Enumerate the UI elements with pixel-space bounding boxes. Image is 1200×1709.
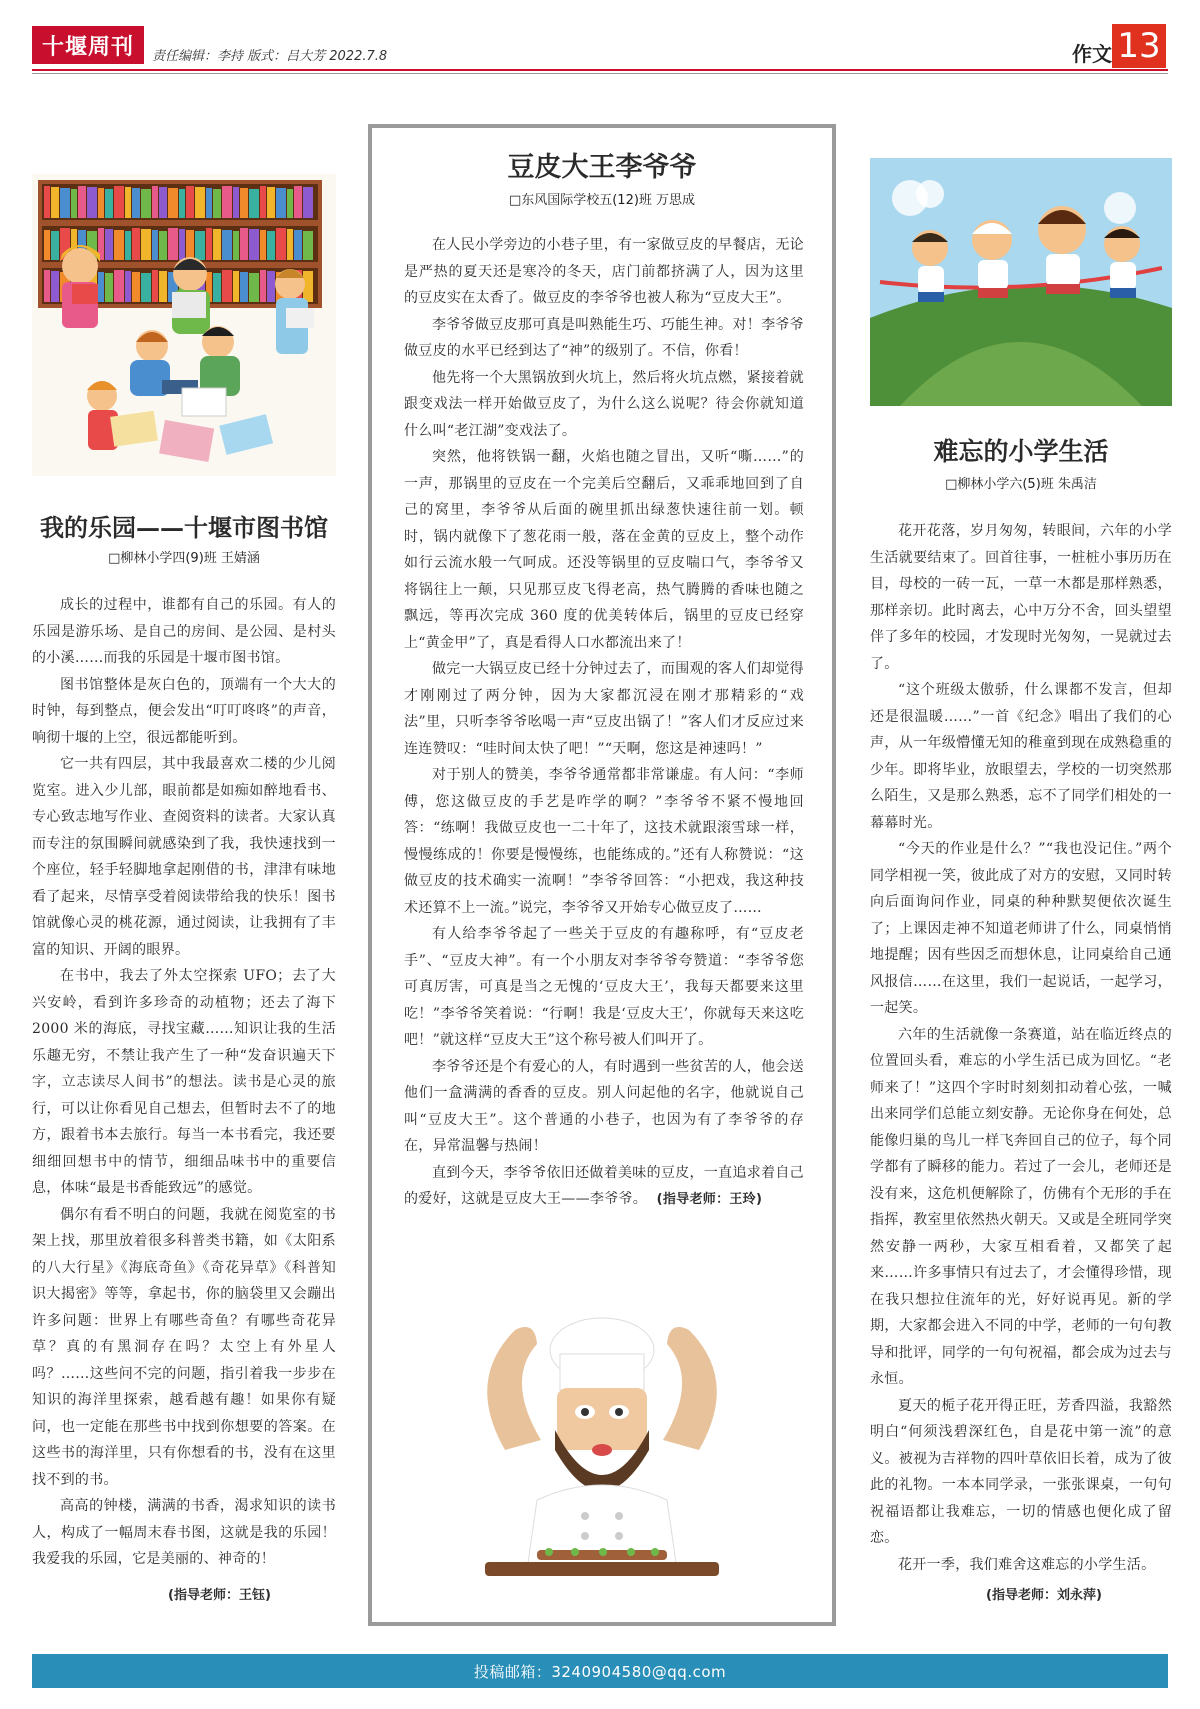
paragraph: 花开一季，我们难舍这难忘的小学生活。 bbox=[898, 1556, 1156, 1573]
book-spine bbox=[186, 230, 194, 260]
paragraph: 突然，他将铁锅一翻，火焰也随之冒出，又听“嘶……”的一声，那锅里的豆皮在一个完美后空翻后，又乖乖地回到了自己的窝里，李爷爷从后面的碗里抓出绿葱快速往前一划。顿时，锅内就像下了葱花雨一般，落在金黄的豆皮上，整个动作如行云流水般一气呵成。还没等锅里的豆皮喘口气，李爷爷又将锅往上一颠，只见那豆皮飞得老高，热气腾腾的香味也随之飘远，等再次完成 360 度的优美转体后，锅里的豆皮已经穿上“黄金甲”了，真是看得人口水都流出来了！ bbox=[404, 449, 804, 651]
article-byline: □东风国际学校五(12)班 万思成 bbox=[508, 193, 696, 208]
book-spine bbox=[125, 187, 131, 218]
book-spine bbox=[287, 189, 293, 218]
section-title: 作文 bbox=[1072, 42, 1112, 66]
article-title: 豆皮大王李爷爷 bbox=[507, 152, 697, 183]
book-spine bbox=[44, 186, 50, 218]
library-illustration bbox=[32, 174, 336, 476]
book-spine bbox=[186, 186, 194, 218]
book-spine bbox=[168, 188, 178, 218]
book-spine bbox=[152, 230, 158, 260]
book-spine bbox=[240, 228, 248, 260]
paragraph: 它一共有四层，其中我最喜欢二楼的少儿阅览室。进入少儿部，眼前都是如痴如醉地看书、专心致志地写作业、查阅资料的读者。大家认真而专注的氛围瞬间就感染到了我，我快速找到一个座位，轻手轻脚地拿起刚借的书，津津有味地看了起来，尽情享受着阅读带给我的快乐！图书馆就像心灵的桃花源，通过阅读，让我拥有了丰富的知识、开阔的眼界。 bbox=[32, 756, 336, 958]
book-spine bbox=[233, 231, 239, 260]
chef-illustration bbox=[445, 1300, 759, 1604]
book-spine bbox=[159, 231, 167, 260]
article-byline: □柳林小学四(9)班 王婧涵 bbox=[108, 551, 260, 566]
book-spine bbox=[44, 270, 50, 302]
page-number-badge: 13 bbox=[1112, 24, 1166, 68]
book-spine bbox=[222, 270, 232, 302]
paragraph: 李爷爷还是个有爱心的人，有时遇到一些贫苦的人，他会送他们一盒满满的香香的豆皮。别人问起他的名字，他就说自己叫“豆皮大王”。这个普通的小巷子，也因为有了李爷爷的存在，异常温馨与热闹！ bbox=[404, 1058, 804, 1154]
book-spine bbox=[260, 270, 266, 302]
paragraph: 六年的生活就像一条赛道，站在临近终点的位置回头看，难忘的小学生活已成为回忆。“老师来了！”这四个字时时刻刻扣动着心弦，一喊出来同学们总能立刻安静。无论你身在何处，总能像归巢的鸟儿一样飞奔回自己的位子，每个同学都有了瞬移的能力。若过了一会儿，老师还是没有来，这危机便解除了，仿佛有个无形的手在指挥，教室里依然热火朝天。又或是全班同学突然安静一两秒，大家互相看着，又都笑了起来……许多事情只有过去了，才会懂得珍惜，现在我只想拉住流年的光，好好说再见。新的学期，大家都会进入不同的中学，老师的一句句教导和批评，同学的一句句祝福，都会成为过去与永恒。 bbox=[870, 1026, 1172, 1387]
article-byline: □柳林小学六(5)班 朱禹洁 bbox=[945, 477, 1097, 492]
paragraph: 在人民小学旁边的小巷子里，有一家做豆皮的早餐店，无论是严热的夏天还是寒冷的冬天，店门前都挤满了人，因为这里的豆皮实在太香了。做豆皮的李爷爷也被人称为“豆皮大王”。 bbox=[404, 237, 804, 306]
advisor-credit: (指导老师：王玲) bbox=[656, 1192, 763, 1207]
book-spine bbox=[206, 228, 212, 260]
book-spine bbox=[98, 188, 104, 218]
book-spine bbox=[159, 271, 167, 302]
library-scene-icon bbox=[32, 174, 336, 476]
book-spine bbox=[233, 271, 239, 302]
book-spine bbox=[249, 229, 259, 260]
book-spine bbox=[213, 273, 221, 302]
book-spine bbox=[132, 188, 140, 218]
paragraph: 花开花落，岁月匆匆，转眼间，六年的小学生活就要结束了。回首往事，一桩桩小事历历在目，母校的一砖一瓦，一草一木都是那样熟悉，那样亲切。此时离去，心中万分不舍，回头望望伴了多年的校园，才发现时光匆匆，一晃就过去了。 bbox=[870, 523, 1172, 672]
book-spine bbox=[51, 231, 59, 260]
chef-icon bbox=[445, 1300, 759, 1604]
kids-race-icon bbox=[870, 158, 1172, 406]
book-spine bbox=[195, 231, 205, 260]
book-spine bbox=[240, 188, 248, 218]
book-spine bbox=[168, 228, 178, 260]
paragraph: 直到今天，李爷爷依旧还做着美味的豆皮，一直追求着自己的爱好，这就是豆皮大王——李爷爷。 bbox=[404, 1164, 804, 1207]
paragraph-with-credit bbox=[404, 1160, 804, 1214]
book-spine bbox=[44, 230, 50, 260]
paragraph: 图书馆整体是灰白色的，顶端有一个大大的时钟，每到整点，便会发出“叮叮咚咚”的声音，响彻十堰的上空，很远都能听到。 bbox=[32, 676, 336, 746]
book-spine bbox=[179, 229, 185, 260]
book-spine bbox=[141, 189, 151, 218]
book-spine bbox=[249, 189, 259, 218]
book-spine bbox=[132, 228, 140, 260]
paragraph: 偶尔有看不明白的问题，我就在阅览室的书架上找，那里放着很多科普类书籍，如《太阳系的八大行星》《海底奇鱼》《奇花异草》《科普知识大揭密》等等，拿起书，你的脑袋里又会蹦出许多问题：世界上有哪些奇鱼？有哪些奇花异草？真的有黑洞存在吗？太空上有外星人吗？……这些问不完的问题，指引着我一步步在知识的海洋里探索，越看越有趣！如果你有疑问，也一定能在那些书中找到你想要的答案。在这些书的海洋里，只有你想看的书，没有在这里找不到的书。 bbox=[32, 1206, 336, 1488]
book-spine bbox=[132, 272, 140, 302]
book-spine bbox=[125, 271, 131, 302]
submission-email-bar bbox=[32, 1654, 1168, 1688]
book-spine bbox=[179, 189, 185, 218]
header-divider-thin bbox=[32, 73, 1168, 74]
book-spine bbox=[114, 186, 124, 218]
book-spine bbox=[240, 272, 248, 302]
book-spine bbox=[105, 229, 113, 260]
book-spine bbox=[260, 186, 266, 218]
advisor-credit: (指导老师：王钰) bbox=[168, 1588, 271, 1603]
book-spine bbox=[303, 231, 313, 260]
book-spine bbox=[141, 273, 151, 302]
book-spine bbox=[98, 272, 104, 302]
newspaper-logo bbox=[32, 26, 144, 64]
book-spine bbox=[114, 270, 124, 302]
article-title: 我的乐园——十堰市图书馆 bbox=[40, 513, 328, 542]
book-spine bbox=[233, 187, 239, 218]
book-spine bbox=[276, 228, 286, 260]
paragraph: 夏天的栀子花开得正旺，芳香四溢，我豁然明白“何须浅碧深红色，自是花中第一流”的意义。被视为吉祥物的四叶草依旧长着，成为了彼此的礼物。一本本同学录，一张张课桌，一句句祝福语都让我难忘，一切的情感也便化成了留恋。 bbox=[870, 1397, 1172, 1546]
paragraph: 做完一大锅豆皮已经十分钟过去了，而围观的客人们却觉得才刚刚过了两分钟，因为大家都沉浸在刚才那精彩的“戏法”里，只听李爷爷吆喝一声“豆皮出锅了！”客人们才反应过来连连赞叹：“哇时间太快了吧！”“天啊，您这是神速吗！” bbox=[404, 661, 804, 757]
book-spine bbox=[213, 229, 221, 260]
paragraph: 在书中，我去了外太空探索 UFO；去了大兴安岭，看到许多珍奇的动植物；还去了海下 2000 米的海底，寻找宝藏……知识让我的生活乐趣无穷，不禁让我产生了一种“发奋识遍天下字，立志读尽人间书”的想法。读书是心灵的旅行，可以让你看见自己想去，但暂时去不了的地方，跟着书本去旅行。每当一本书看完，我还要细细回想书中的情节，细细品味书中的重要信息，体味“最是书香能致远”的感觉。 bbox=[32, 968, 336, 1196]
book-spine bbox=[294, 186, 302, 218]
article-title: 难忘的小学生活 bbox=[933, 437, 1109, 466]
book-spine bbox=[51, 271, 59, 302]
book-spine bbox=[222, 186, 232, 218]
book-spine bbox=[152, 186, 158, 218]
book-spine bbox=[195, 187, 205, 218]
book-spine bbox=[105, 273, 113, 302]
book-spine bbox=[222, 230, 232, 260]
paragraph: 对于别人的赞美，李爷爷通常都非常谦虚。有人问：“李师傅，您这做豆皮的手艺是咋学的啊？”李爷爷不紧不慢地回答：“练啊！我做豆皮也一二十年了，这技术就跟滚雪球一样，慢慢练成的！你要是慢慢练，也能练成的。”还有人称赞说：“这做豆皮的技术确实一流啊！”李爷爷回答：“小把戏，我这种技术还算不上一流。”说完，李爷爷又开始专心做豆皮了…… bbox=[404, 767, 804, 916]
article-body bbox=[32, 592, 336, 1573]
paragraph: 高高的钟楼，满满的书香，渴求知识的读书人，构成了一幅周末春书图，这就是我的乐园！我爱我的乐园，它是美丽的、神奇的！ bbox=[32, 1498, 336, 1567]
book-spine bbox=[303, 187, 313, 218]
book-spine bbox=[249, 273, 259, 302]
paragraph: 有人给李爷爷起了一些关于豆皮的有趣称呼，有“豆皮老手”、“豆皮大神”。有一个小朋友对李爷爷夸赞道：“李爷爷您可真厉害，可真是当之无愧的‘豆皮大王’，我每天都要来这里吃！”李爷爷笑着说：“行啊！我是‘豆皮大王’，你就每天来这吃吧！”就这样“豆皮大王”这个称号被人们叫开了。 bbox=[404, 926, 804, 1048]
book-spine bbox=[71, 189, 77, 218]
book-spine bbox=[276, 188, 286, 218]
submission-email[interactable]: 投稿邮箱：3240904580@qq.com bbox=[473, 1662, 727, 1681]
book-spine bbox=[78, 186, 86, 218]
book-spine bbox=[125, 231, 131, 260]
book-spine bbox=[294, 230, 302, 260]
paragraph: 他先将一个大黑锅放到火坑上，然后将火坑点燃，紧接着就跟变戏法一样开始做豆皮了，为什么这么说呢？待会你就知道什么叫“老江湖”变戏法了。 bbox=[404, 369, 804, 439]
article-body bbox=[870, 518, 1172, 1578]
book-spine bbox=[159, 187, 167, 218]
paragraph: 李爷爷做豆皮那可真是叫熟能生巧、巧能生神。对！李爷爷做豆皮的水平已经到达了“神”的级别了。不信，你看！ bbox=[404, 316, 804, 359]
book-spine bbox=[152, 270, 158, 302]
editor-credits: 责任编辑：李持 版式：吕大芳 2022.7.8 bbox=[152, 49, 388, 64]
book-spine bbox=[287, 229, 293, 260]
book-spine bbox=[105, 189, 113, 218]
book-spine bbox=[267, 231, 275, 260]
book-spine bbox=[213, 189, 221, 218]
advisor-credit: (指导老师：刘永萍) bbox=[986, 1588, 1102, 1603]
book-spine bbox=[260, 230, 266, 260]
book-spine bbox=[51, 187, 59, 218]
book-spine bbox=[114, 230, 124, 260]
book-spine bbox=[206, 188, 212, 218]
paragraph: 成长的过程中，谁都有自己的乐园。有人的乐园是游乐场、是自己的房间、是公园、是村头的小溪……而我的乐园是十堰市图书馆。 bbox=[32, 597, 336, 666]
newspaper-logo-text: 十堰周刊 bbox=[41, 33, 134, 60]
paragraph: “今天的作业是什么？”“我也没记住。”两个同学相视一笑，彼此成了对方的安慰，又同时转向后面询问作业，同桌的种种默契便依次诞生了；上课因走神不知道老师讲了什么，同桌悄悄地提醒；因有些因乏而想休息，让同桌给自己通风报信……在这里，我们一起说话，一起学习，一起笑。 bbox=[870, 841, 1172, 1016]
book-spine bbox=[60, 188, 70, 218]
book-spine bbox=[267, 187, 275, 218]
article-body bbox=[404, 232, 804, 1214]
book-spine bbox=[141, 229, 151, 260]
header-divider bbox=[32, 69, 1168, 71]
book-spine bbox=[87, 187, 97, 218]
book-spine bbox=[267, 271, 275, 302]
paragraph: “这个班级太傲骄，什么课都不发言，但却还是很温暖……”一首《纪念》唱出了我们的心声，从一年级懵懂无知的稚童到现在成熟稳重的少年。即将毕业，放眼望去，学校的一切突然那么陌生，又是那么熟悉，忘不了同学们相处的一幕幕时光。 bbox=[870, 682, 1172, 831]
running-kids-illustration bbox=[870, 158, 1172, 406]
